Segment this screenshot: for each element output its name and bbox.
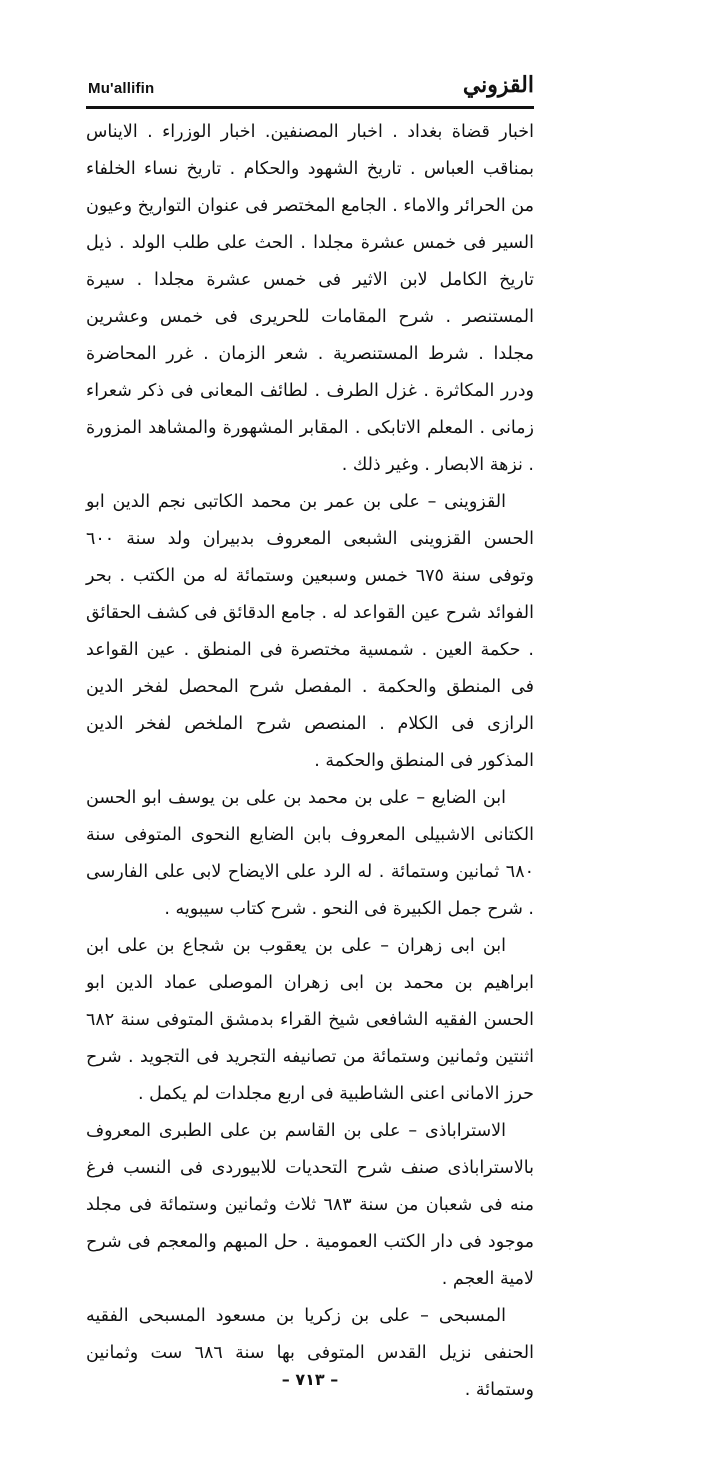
- entry-ibn-abi-zahran: ابن ابى زهران – على بن يعقوب بن شجاع بن على ابن ابراهيم بن محمد بن ابى زهران الموصلى عماد الدين ابو الحسن الفقيه الشافعى شيخ القراء بدمشق المتوفى سنة ٦٨٢ اثنتين وثمانين وستمائة من تصانيفه التجريد فى التجويد . شرح حرز الامانى اعنى الشاطبية فى اربع مجلدات لم يكمل .: [86, 936, 534, 1104]
- running-header-section: القزوني: [462, 72, 534, 98]
- entry-qazwini: القزوينى – على بن عمر بن محمد الكاتبى نجم الدين ابو الحسن القزوينى الشبعى المعروف بدبيران ولد سنة ٦٠٠ وتوفى سنة ٦٧٥ خمس وسبعين وستمائة له من الكتب . بحر الفوائد شرح عين القواعد له . جامع الدقائق فى كشف الحقائق . حكمة العين . شمسية مختصرة فى المنطق . عين القواعد فى المنطق والحكمة . المفصل شرح المحصل لفخر الدين الرازى فى الكلام . المنصص شرح الملخص لفخر الدين المذكور فى المنطق والحكمة .: [86, 492, 534, 771]
- running-header-title: Mu'allifin: [88, 80, 155, 97]
- entry-astarabadi: الاستراباذى – على بن القاسم بن على الطبرى المعروف بالاستراباذى صنف شرح التحديات للابيوردى فى النسب فرغ منه فى شعبان من سنة ٦٨٣ ثلاث وثمانين وستمائة فى مجلد موجود فى دار الكتب العمومية . حل المبهم والمعجم فى شرح لامية العجم .: [86, 1121, 534, 1289]
- paragraph-continuation: اخبار قضاة بغداد . اخبار المصنفين. اخبار الوزراء . الايناس بمناقب العباس . تاريخ الشهود والحكام . تاريخ نساء الخلفاء من الحرائر والاماء . الجامع المختصر فى عنوان التواريخ وعيون السير فى خمس عشرة مجلدا . الحث على طلب الولد . ذيل تاريخ الكامل لابن الاثير فى خمس عشرة مجلدا . سيرة المستنصر . شرح المقامات للحريرى فى خمس وعشرين مجلدا . شرط المستنصرية . شعر الزمان . غرر المحاضرة ودرر المكاثرة . غزل الطرف . لطائف المعانى فى ذكر شعراء زمانى . المعلم الاتابكى . المقابر المشهورة والمشاهد المزورة . نزهة الابصار . وغير ذلك .: [86, 122, 534, 475]
- header-rule: [86, 106, 534, 109]
- entry-ibn-al-dayi: ابن الضايع – على بن محمد بن على بن يوسف ابو الحسن الكتانى الاشبيلى المعروف بابن الضايع النحوى المتوفى سنة ٦٨٠ ثمانين وستمائة . له الرد على الايضاح لابى على الفارسى . شرح جمل الكبيرة فى النحو . شرح كتاب سيبويه .: [86, 788, 534, 919]
- page-body: [86, 114, 534, 1409]
- page-number: – ٧١٣ –: [281, 1370, 339, 1389]
- entry-musabbihi: المسبحى – على بن زكريا بن مسعود المسبحى الفقيه الحنفى نزيل القدس المتوفى بها سنة ٦٨٦ ست وثمانين وستمائة .: [86, 1306, 534, 1400]
